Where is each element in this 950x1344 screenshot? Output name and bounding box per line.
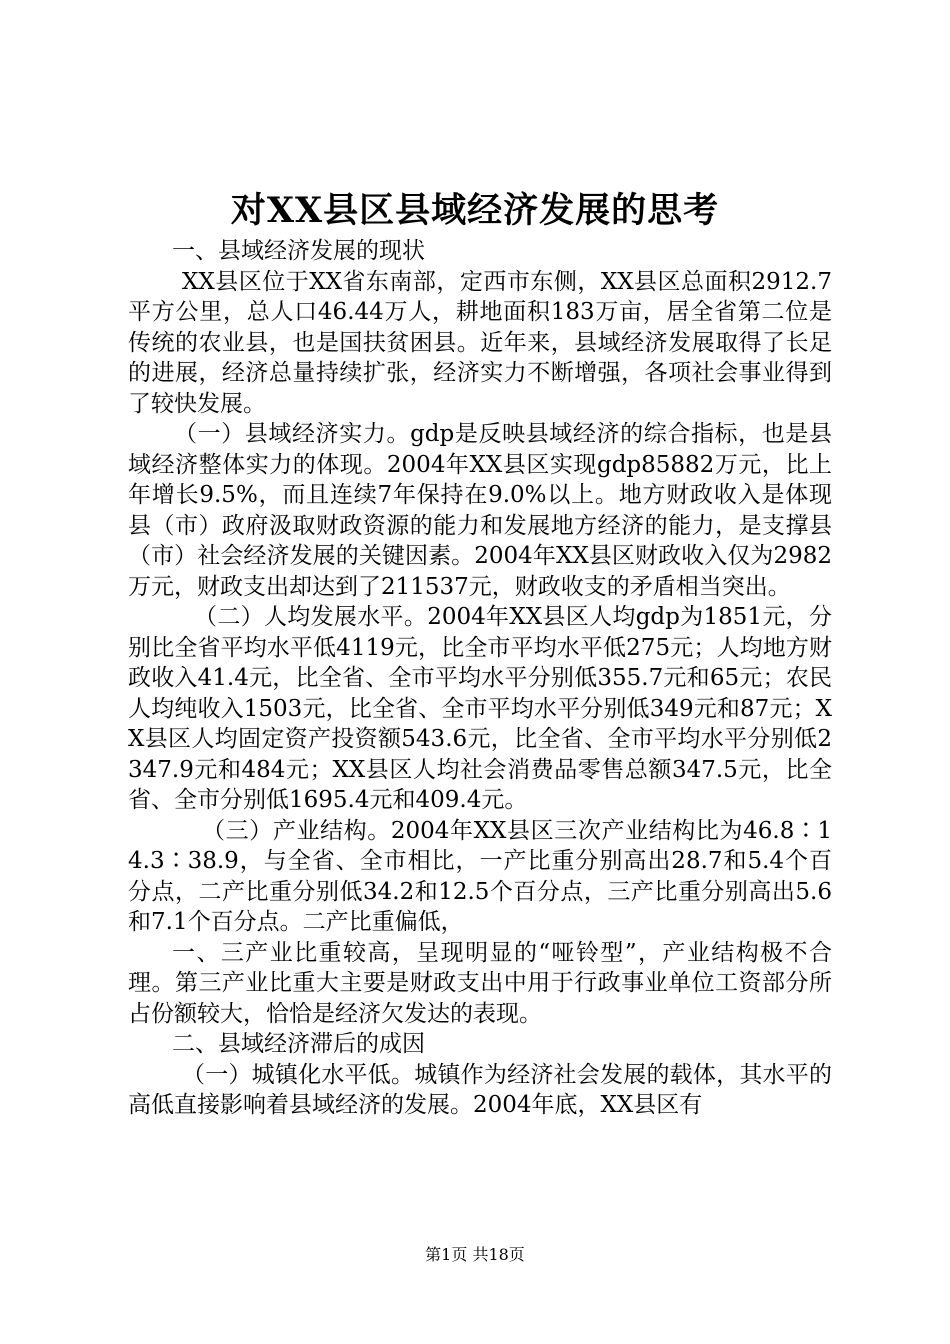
section-heading-causes: 二、县域经济滞后的成因 (172, 1031, 425, 1057)
paragraph-industry-structure: （三）产业结构。2004年XX县区三次产业结构比为46.8∶14.3∶38.9，与全省、全市相比，一产比重分别高出28.7和5.4个百分点，二产比重分别低34.2和12.5个百分点，三产比重分别高出5.6和7.1个百分点。二产比重偏低， (128, 817, 832, 935)
document-title: 对XX县区县域经济发展的思考 (230, 190, 720, 231)
paragraph-per-capita: （二）人均发展水平。2004年XX县区人均gdp为1851元，分别比全省平均水平低4119元，比全市平均水平低275元；人均地方财政收入41.4元，比全省、全市平均水平分别低355.7元和65元；农民人均纯收入1503元，比全省、全市平均水平分别低349元和87元；XX县区人均固定资产投资额543.6元，比全省、全市平均水平分别低2347.9元和484元；XX县区人均社会消费品零售总额347.5元，比全省、全市分别低1695.4元和409.4元。 (128, 604, 832, 813)
paragraph-economic-strength: （一）县域经济实力。gdp是反映县域经济的综合指标，也是县域经济整体实力的体现。2004年XX县区实现gdp85882万元，比上年增长9.5%，而且连续7年保持在9.0%以上。地方财政收入是体现县（市）政府汲取财政资源的能力和发展地方经济的能力，是支撑县（市）社会经济发展的关键因素。2004年XX县区财政收入仅为2982万元，财政支出却达到了211537元，财政收支的矛盾相当突出。 (128, 421, 832, 600)
paragraph-industry-structure-continued: 一、三产业比重较高，呈现明显的“哑铃型”，产业结构极不合理。第三产业比重大主要是财政支出中用于行政事业单位工资部分所占份额较大，恰恰是经济欠发达的表现。 (128, 939, 832, 1027)
document-body (128, 236, 832, 1121)
section-heading-status: 一、县域经济发展的现状 (172, 238, 425, 264)
page-number-footer: 第1页 共18页 (425, 1245, 525, 1264)
paragraph-intro: XX县区位于XX省东南部，定西市东侧，XX县区总面积2912.7平方公里，总人口46.44万人，耕地面积183万亩，居全省第二位是传统的农业县，也是国扶贫困县。近年来，县域经济发展取得了长足的进展，经济总量持续扩张，经济实力不断增强，各项社会事业得到了较快发展。 (128, 268, 832, 417)
paragraph-urbanization: （一）城镇化水平低。城镇作为经济社会发展的载体，其水平的高低直接影响着县域经济的发展。2004年底，XX县区有 (128, 1061, 832, 1118)
